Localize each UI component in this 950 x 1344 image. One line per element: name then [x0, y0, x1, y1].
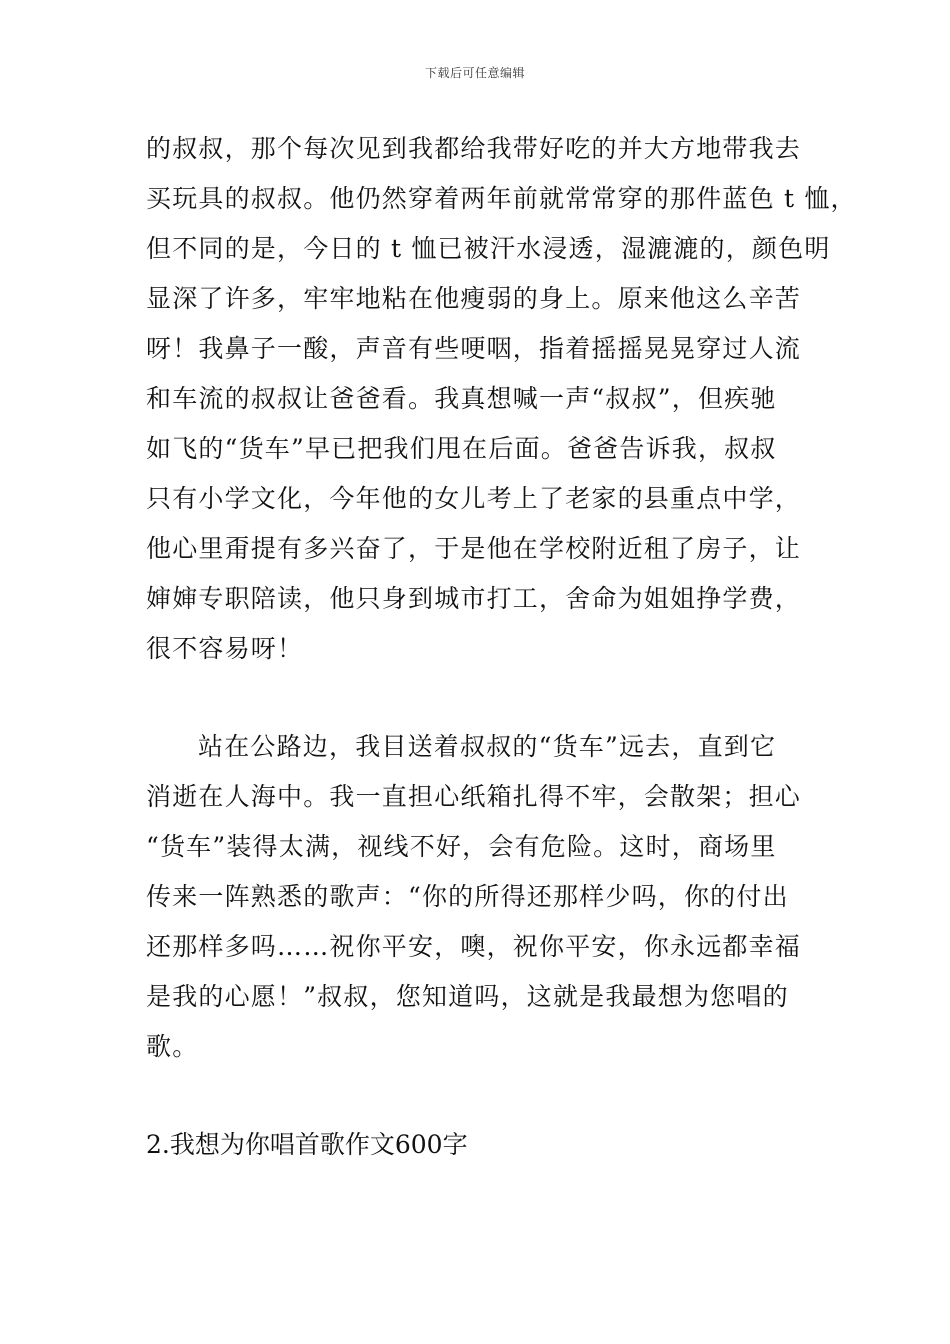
text-line: 歌。 [146, 1032, 199, 1061]
text-line: 显深了许多，牢牢地粘在他瘦弱的身上。原来他这么辛苦 [146, 284, 802, 313]
text-line: 婶婶专职陪读，他只身到城市打工，舍命为姐姐挣学费， [146, 584, 802, 613]
text-line: 买玩具的叔叔。他仍然穿着两年前就常常穿的那件蓝色 t 恤， [146, 184, 857, 213]
text-line: 还那样多吗……祝你平安，噢，祝你平安，你永远都幸福 [146, 932, 802, 961]
section-heading: 2.我想为你唱首歌作文600字 [146, 1130, 468, 1159]
paragraph-2 [146, 722, 810, 1072]
text-line: 他心里甭提有多兴奋了，于是他在学校附近租了房子，让 [146, 534, 802, 563]
text-line: 和车流的叔叔让爸爸看。我真想喊一声“叔叔”，但疾驰 [146, 384, 777, 413]
text-line: 站在公路边，我目送着叔叔的“货车”远去，直到它 [198, 732, 777, 761]
text-line: 很不容易呀！ [146, 634, 304, 663]
text-line: 但不同的是，今日的 t 恤已被汗水浸透，湿漉漉的，颜色明 [146, 234, 831, 263]
text-line: 如飞的“货车”早已把我们甩在后面。爸爸告诉我，叔叔 [146, 434, 777, 463]
text-line: 是我的心愿！”叔叔，您知道吗，这就是我最想为您唱的 [146, 982, 789, 1011]
text-line: 传来一阵熟悉的歌声：“你的所得还那样少吗，你的付出 [146, 882, 789, 911]
text-line: 的叔叔，那个每次见到我都给我带好吃的并大方地带我去 [146, 134, 802, 163]
text-line: “货车”装得太满，视线不好，会有危险。这时，商场里 [146, 832, 777, 861]
text-line: 只有小学文化，今年他的女儿考上了老家的县重点中学， [146, 484, 802, 513]
page-header: 下载后可任意编辑 [424, 66, 525, 80]
text-line: 消逝在人海中。我一直担心纸箱扎得不牢，会散架；担心 [146, 782, 802, 811]
text-line: 呀！我鼻子一酸，声音有些哽咽，指着摇摇晃晃穿过人流 [146, 334, 802, 363]
paragraph-1 [146, 124, 857, 674]
